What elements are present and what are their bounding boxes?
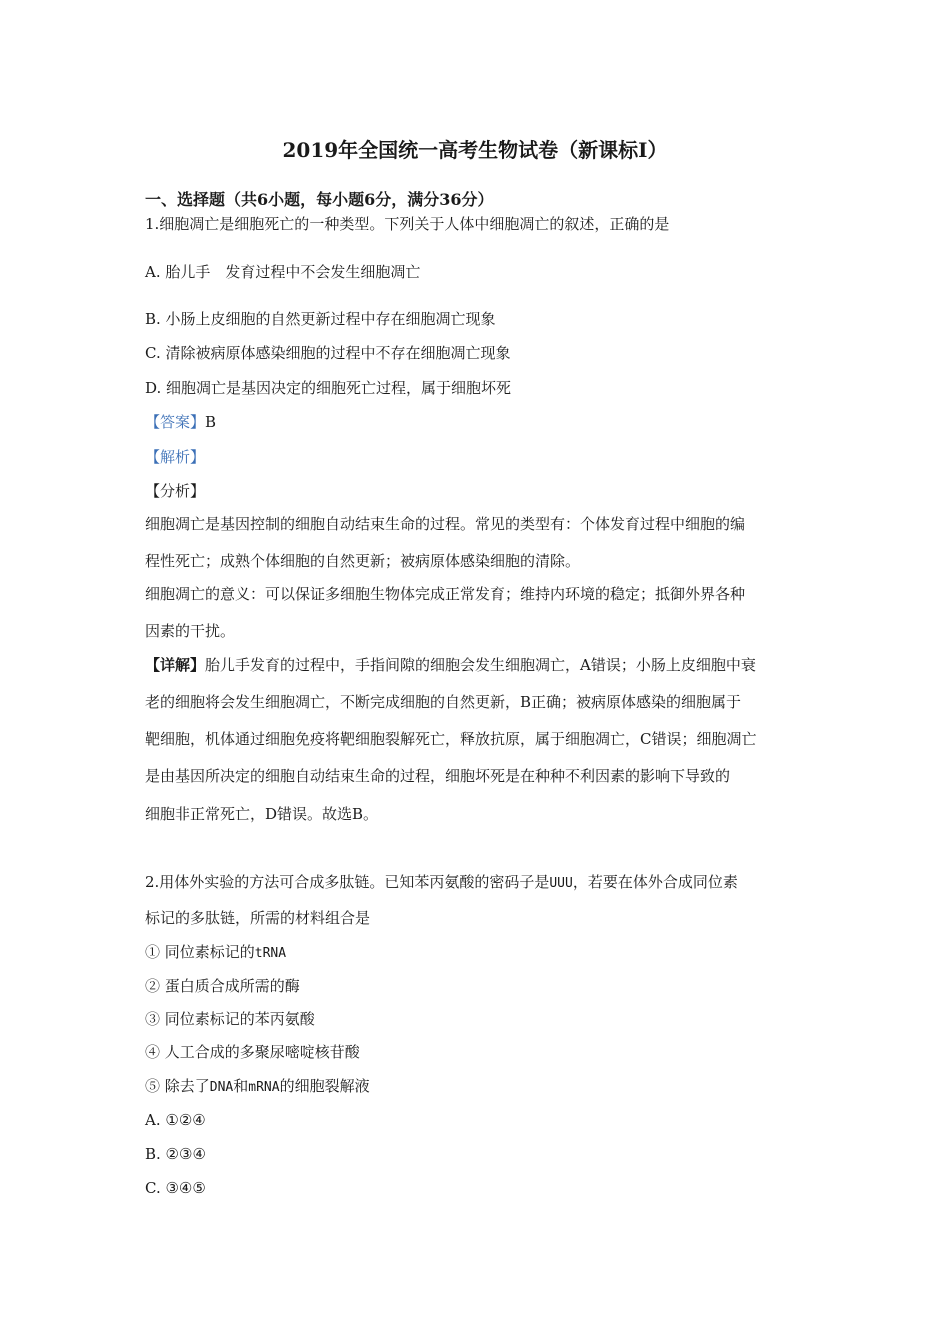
fenxi-tag: 【分析】 — [145, 482, 206, 500]
exam-title: 2019年全国统一高考生物试卷（新课标Ⅰ） — [282, 138, 668, 162]
fenxi-line-3: 细胞凋亡的意义：可以保证多细胞生物体完成正常发育；维持内环境的稳定；抵御外界各种 — [145, 585, 746, 603]
q2-item-5-text-b: 和 — [233, 1077, 249, 1095]
q2-stem-part-b: ，若要在体外合成同位素 — [572, 873, 738, 891]
q1-option-d: D. 细胞凋亡是基因决定的细胞死亡过程，属于细胞坏死 — [145, 379, 512, 397]
detail-text-1: 胎儿手发育的过程中，手指间隙的细胞会发生细胞凋亡，A错误；小肠上皮细胞中衰 — [205, 656, 756, 674]
q2-item-5-text-a: ⑤ 除去了 — [145, 1077, 210, 1095]
analysis-tag: 【解析】 — [145, 448, 206, 466]
q2-option-c: C. ③④⑤ — [145, 1179, 206, 1197]
answer-value: B — [205, 413, 217, 431]
codon-text: UUU — [549, 876, 573, 891]
detail-line-5: 细胞非正常死亡，D错误。故选B。 — [145, 805, 379, 823]
q1-option-a: A. 胎儿手 发育过程中不会发生细胞凋亡 — [145, 263, 421, 281]
detail-line-3: 靶细胞，机体通过细胞免疫将靶细胞裂解死亡，释放抗原，属于细胞凋亡，C错误；细胞凋亡 — [145, 730, 757, 748]
q2-stem-part-a: 2.用体外实验的方法可合成多肽链。已知苯丙氨酸的密码子是 — [145, 873, 550, 891]
q2-item-2: ② 蛋白质合成所需的酶 — [145, 977, 300, 995]
q2-item-5 — [145, 1076, 815, 1098]
detail-line-1 — [145, 655, 815, 675]
q2-option-a: A. ①②④ — [145, 1111, 206, 1129]
detail-tag: 【详解】 — [145, 656, 206, 674]
section-heading: 一、选择题（共6小题，每小题6分，满分36分） — [145, 190, 494, 209]
fenxi-line-4: 因素的干扰。 — [145, 622, 236, 640]
q2-stem-line-2: 标记的多肽链，所需的材料组合是 — [145, 909, 371, 927]
q2-item-1 — [145, 942, 815, 964]
answer-tag: 【答案】 — [145, 413, 206, 431]
fenxi-line-1: 细胞凋亡是基因控制的细胞自动结束生命的过程。常见的类型有：个体发育过程中细胞的编 — [145, 515, 746, 533]
fenxi-line-2: 程性死亡；成熟个体细胞的自然更新；被病原体感染细胞的清除。 — [145, 552, 581, 570]
trna-text: tRNA — [254, 946, 287, 961]
q2-item-4: ④ 人工合成的多聚尿嘧啶核苷酸 — [145, 1043, 360, 1061]
detail-line-2: 老的细胞将会发生细胞凋亡，不断完成细胞的自然更新，B正确；被病原体感染的细胞属于 — [145, 693, 742, 711]
q1-option-b: B. 小肠上皮细胞的自然更新过程中存在细胞凋亡现象 — [145, 310, 496, 328]
q2-stem-line-1 — [145, 872, 815, 894]
detail-line-4: 是由基因所决定的细胞自动结束生命的过程，细胞坏死是在种种不利因素的影响下导致的 — [145, 767, 731, 785]
q1-stem: 1.细胞凋亡是细胞死亡的一种类型。下列关于人体中细胞凋亡的叙述，正确的是 — [145, 215, 670, 233]
q2-item-5-text-c: 的细胞裂解液 — [279, 1077, 370, 1095]
q1-option-c: C. 清除被病原体感染细胞的过程中不存在细胞凋亡现象 — [145, 344, 511, 362]
q1-answer — [145, 412, 815, 432]
q2-item-1-text: ① 同位素标记的 — [145, 943, 255, 961]
q2-option-b: B. ②③④ — [145, 1145, 206, 1163]
mrna-text: mRNA — [248, 1080, 280, 1095]
q2-item-3: ③ 同位素标记的苯丙氨酸 — [145, 1010, 315, 1028]
dna-text: DNA — [209, 1080, 234, 1095]
